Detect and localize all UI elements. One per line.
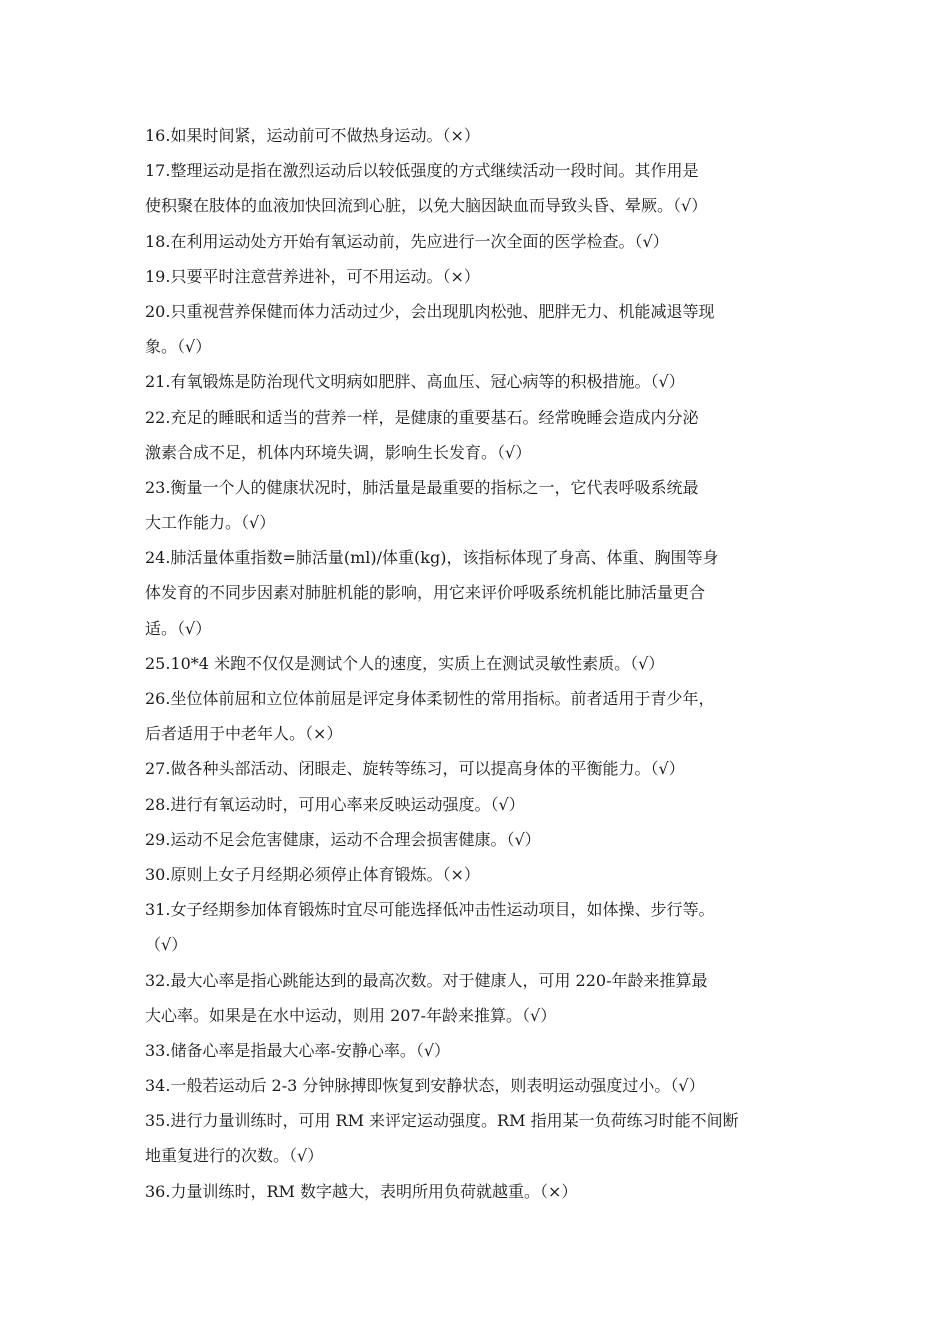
text-line: 大工作能力。（√） (145, 513, 276, 533)
text-line: 象。（√） (145, 337, 212, 357)
text-line: 35.进行力量训练时，可用 RM 来评定运动强度。RM 指用某一负荷练习时能不间断 (145, 1111, 739, 1131)
text-line: （√） (145, 935, 188, 955)
text-line: 适。（√） (145, 618, 212, 638)
text-line: 20.只重视营养保健而体力活动过少，会出现肌肉松弛、肥胖无力、机能减退等现 (145, 301, 715, 321)
text-line: 激素合成不足，机体内环境失调，影响生长发育。（√） (145, 442, 532, 462)
text-line: 使积聚在肢体的血液加快回流到心脏，以免大脑因缺血而导致头昏、晕厥。（√） (145, 196, 708, 216)
text-line: 32.最大心率是指心跳能达到的最高次数。对于健康人，可用 220-年龄来推算最 (145, 970, 708, 990)
text-line: 24.肺活量体重指数=肺活量(ml)/体重(kg)，该指标体现了身高、体重、胸围等身 (145, 548, 719, 568)
document-body (145, 118, 825, 1209)
text-line: 地重复进行的次数。（√） (145, 1146, 324, 1166)
text-line: 16.如果时间紧，运动前可不做热身运动。（×） (145, 126, 480, 145)
text-line: 31.女子经期参加体育锻炼时宜尽可能选择低冲击性运动项目，如体操、步行等。 (145, 900, 715, 920)
text-line: 25.10*4 米跑不仅仅是测试个人的速度，实质上在测试灵敏性素质。（√） (145, 653, 665, 673)
text-line: 后者适用于中老年人。（×） (145, 724, 343, 744)
text-line: 27.做各种头部活动、闭眼走、旋转等练习，可以提高身体的平衡能力。（√） (145, 759, 685, 779)
text-line: 17.整理运动是指在激烈运动后以较低强度的方式继续活动一段时间。其作用是 (145, 161, 699, 181)
text-line: 36.力量训练时，RM 数字越大，表明所用负荷就越重。（×） (145, 1181, 578, 1201)
text-line: 23.衡量一个人的健康状况时，肺活量是最重要的指标之一，它代表呼吸系统最 (145, 477, 699, 497)
text-line: 19.只要平时注意营养进补，可不用运动。（×） (145, 266, 480, 286)
text-line: 34.一般若运动后 2-3 分钟脉搏即恢复到安静状态，则表明运动强度过小。（√） (145, 1076, 705, 1096)
text-line: 26.坐位体前屈和立位体前屈是评定身体柔韧性的常用指标。前者适用于青少年， (145, 689, 715, 708)
text-line: 33.储备心率是指最大心率-安静心率。（√） (145, 1040, 451, 1060)
text-line: 30.原则上女子月经期必须停止体育锻炼。（×） (145, 864, 480, 884)
text-line: 29.运动不足会危害健康，运动不合理会损害健康。（√） (145, 829, 541, 849)
text-line: 22.充足的睡眠和适当的营养一样，是健康的重要基石。经常晚睡会造成内分泌 (145, 407, 699, 427)
text-line: 体发育的不同步因素对肺脏机能的影响，用它来评价呼吸系统机能比肺活量更合 (145, 583, 706, 603)
text-line: 21.有氧锻炼是防治现代文明病如肥胖、高血压、冠心病等的积极措施。（√） (145, 372, 685, 392)
text-line: 18.在利用运动处方开始有氧运动前，先应进行一次全面的医学检查。（√） (145, 231, 669, 251)
text-line: 大心率。如果是在水中运动，则用 207-年龄来推算。（√） (145, 1005, 557, 1025)
text-line: 28.进行有氧运动时，可用心率来反映运动强度。（√） (145, 794, 525, 814)
